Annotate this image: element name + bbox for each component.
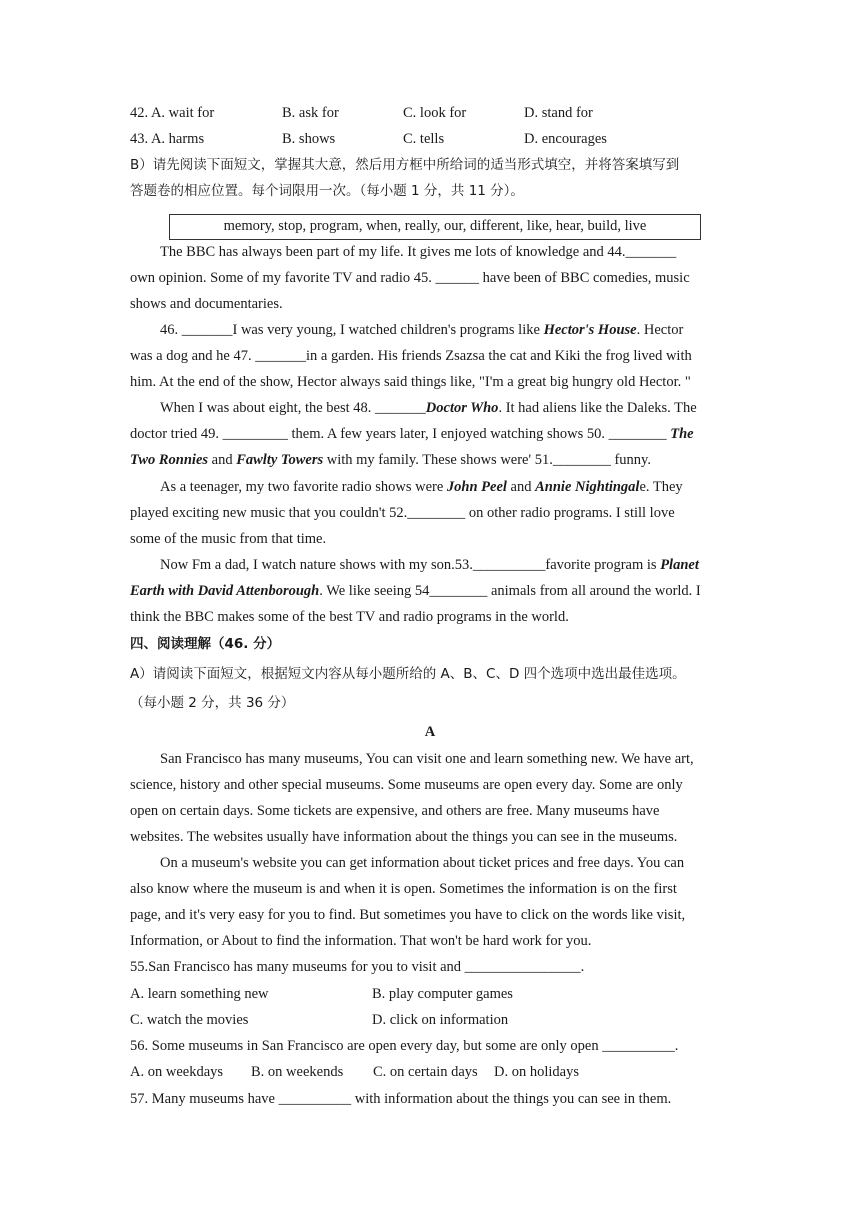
- passage-text: San Francisco has many museums, You can visit one and learn something new. We have art,: [160, 751, 694, 767]
- passage-text: also know where the museum is and when it is open. Sometimes the information is on the first: [130, 881, 677, 897]
- program-title: Doctor Who: [425, 400, 499, 416]
- q43-option-a: 43. A. harms: [130, 131, 205, 147]
- passage-p2-line3: him. At the end of the show, Hector always said things like, "I'm a great big hungry old Hector. ": [130, 374, 691, 390]
- section-b-instruction-1: B）请先阅读下面短文，掌握其大意，然后用方框中所给词的适当形式填空，并将答案填写到: [130, 157, 680, 173]
- passage-p4-line2: [130, 503, 730, 523]
- program-title: Two Ronnies: [130, 452, 209, 468]
- section-4-heading: 四、阅读理解（46. 分）: [130, 636, 281, 652]
- program-title: Earth with David Attenborough: [130, 583, 320, 599]
- passage-text: When I was about eight, the best 48. _______: [160, 400, 426, 416]
- passage-p3-line1: [160, 398, 697, 418]
- q43-option-b: B. shows: [282, 131, 336, 147]
- passage-text: The BBC has always been part of my life. It gives me lots of knowledge and 44._______: [160, 244, 677, 260]
- passage-text: own opinion. Some of my favorite TV and radio 45. ______ have been of BBC comedies, music: [130, 270, 690, 286]
- q55-option-a: A. learn something new: [130, 986, 269, 1002]
- q56-option-c: C. on certain days: [373, 1064, 478, 1080]
- passage-text: page, and it's very easy for you to find. But sometimes you have to click on the words like visit,: [130, 907, 686, 923]
- word-bank-box: memory, stop, program, when, really, our, different, like, hear, build, live: [169, 214, 701, 240]
- passage-p2-line2: was a dog and he 47. _______in a garden. His friends Zsazsa the cat and Kiki the frog lived with: [130, 348, 692, 364]
- passage-text: e. They: [639, 479, 683, 495]
- q42-option-c: C. look for: [403, 105, 467, 121]
- passage-text: 46. _______I was very young, I watched children's programs like: [160, 322, 544, 338]
- q42-option-a: 42. A. wait for: [130, 105, 215, 121]
- passage-p4-line3: some of the music from that time.: [130, 531, 327, 547]
- passage-text: Now Fm a dad, I watch nature shows with my son.53.__________favorite program is: [160, 557, 661, 573]
- passage-a-p1-line2: [130, 775, 730, 795]
- q55-option-b: B. play computer games: [372, 986, 513, 1002]
- passage-text: . It had aliens like the Daleks. The: [498, 400, 697, 416]
- passage-text: doctor tried 49. _________ them. A few years later, I enjoyed watching shows 50. ________: [130, 426, 671, 442]
- passage-p2-line1: [160, 320, 683, 340]
- passage-p5-line3: think the BBC makes some of the best TV and radio programs in the world.: [130, 609, 569, 625]
- passage-p3-line3: [130, 450, 651, 470]
- passage-p4-line1: [160, 477, 683, 497]
- passage-p1-line1: [160, 242, 730, 262]
- passage-p5-line2: [130, 581, 701, 601]
- section-4-instruction-2: （每小题 2 分，共 36 分）: [130, 695, 295, 711]
- passage-text: open on certain days. Some tickets are expensive, and others are free. Many museums have: [130, 803, 660, 819]
- q55-option-c: C. watch the movies: [130, 1012, 249, 1028]
- section-b-instruction-2: 答题卷的相应位置。每个词限用一次。（每小题 1 分，共 11 分）。: [130, 183, 524, 199]
- passage-text: . We like seeing 54________ animals from all around the world. I: [319, 583, 701, 599]
- passage-text: and: [506, 479, 536, 495]
- q42-option-d: D. stand for: [524, 105, 593, 121]
- q56-option-b: B. on weekends: [251, 1064, 344, 1080]
- program-title: The: [670, 426, 694, 442]
- passage-a-p2-line1: [160, 853, 730, 873]
- q43-option-c: C. tells: [403, 131, 445, 147]
- passage-a-p1-line3: [130, 801, 730, 821]
- passage-text: On a museum's website you can get information about ticket prices and free days. You can: [160, 855, 685, 871]
- passage-a-title: A: [424, 724, 436, 740]
- passage-a-p1-line4: websites. The websites usually have information about the things you can see in the museums.: [130, 829, 678, 845]
- passage-text: science, history and other special museums. Some museums are open every day. Some are only: [130, 777, 683, 793]
- passage-a-p2-line2: [130, 879, 730, 899]
- q56-option-d: D. on holidays: [494, 1064, 579, 1080]
- passage-p1-line3: shows and documentaries.: [130, 296, 283, 312]
- passage-p3-line2: [130, 424, 694, 444]
- passage-text: . Hector: [636, 322, 684, 338]
- program-title: John Peel: [446, 479, 507, 495]
- passage-a-p2-line3: [130, 905, 730, 925]
- q56-option-a: A. on weekdays: [130, 1064, 224, 1080]
- passage-p5-line1: [160, 555, 699, 575]
- passage-p1-line2: [130, 268, 730, 288]
- q56-stem: 56. Some museums in San Francisco are open every day, but some are only open __________.: [130, 1038, 679, 1054]
- q57-stem: 57. Many museums have __________ with information about the things you can see in them.: [130, 1091, 672, 1107]
- passage-text: with my family. These shows were' 51.________ funny.: [323, 452, 651, 468]
- program-title: Fawlty Towers: [236, 452, 324, 468]
- passage-text: As a teenager, my two favorite radio shows were: [160, 479, 447, 495]
- q55-stem: 55.San Francisco has many museums for you to visit and ________________.: [130, 959, 585, 975]
- q43-option-d: D. encourages: [524, 131, 607, 147]
- passage-a-p2-line4: Information, or About to find the information. That won't be hard work for you.: [130, 933, 592, 949]
- program-title: Hector's House: [543, 322, 637, 338]
- q42-option-b: B. ask for: [282, 105, 339, 121]
- program-title: Planet: [660, 557, 699, 573]
- passage-a-p1-line1: [160, 749, 730, 769]
- passage-text: and: [208, 452, 237, 468]
- q55-option-d: D. click on information: [372, 1012, 509, 1028]
- program-title: Annie Nightingal: [535, 479, 640, 495]
- passage-text: played exciting new music that you couldn't 52.________ on other radio programs. I still love: [130, 505, 675, 521]
- section-4-instruction-1: A）请阅读下面短文，根据短文内容从每小题所给的 A、B、C、D 四个选项中选出最佳选项。: [130, 666, 686, 682]
